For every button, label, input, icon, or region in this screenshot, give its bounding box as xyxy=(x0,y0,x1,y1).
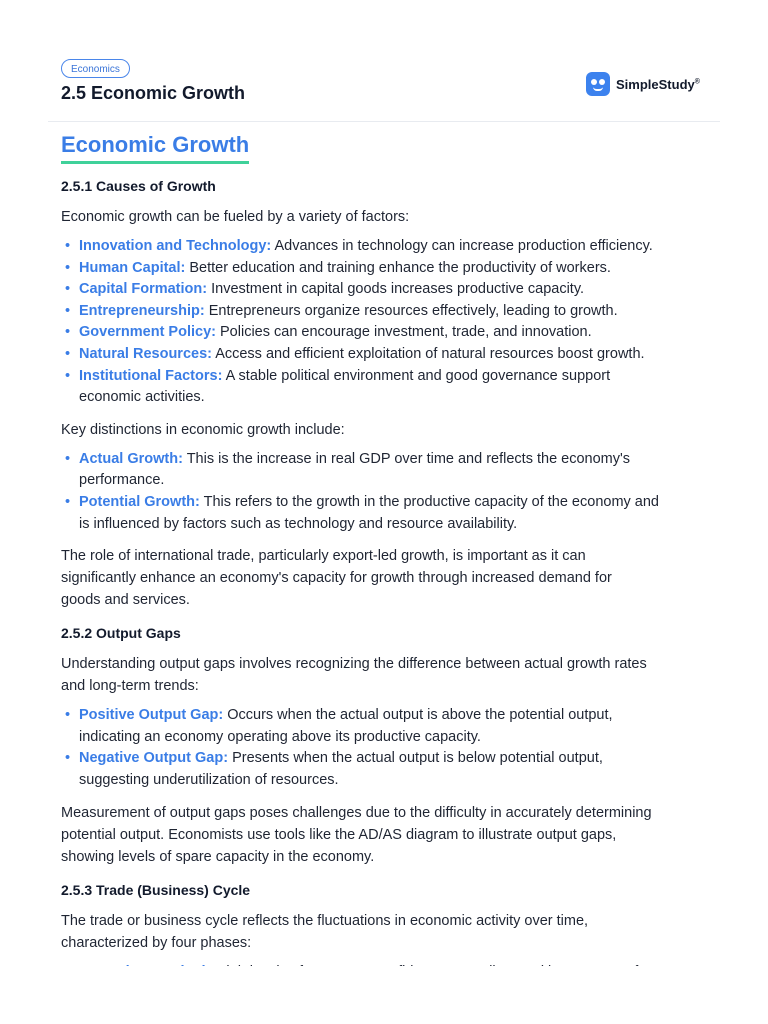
list-item: • Institutional Factors: A stable political environment and good governance support economic activities. xyxy=(61,366,729,409)
page-bottom-mask xyxy=(0,966,768,1024)
list-item: • Entrepreneurship: Entrepreneurs organize resources effectively, leading to growth. xyxy=(61,301,729,323)
distinctions-list xyxy=(61,449,729,535)
section-heading-causes: 2.5.1 Causes of Growth xyxy=(61,178,216,194)
main-heading: Economic Growth xyxy=(61,131,249,164)
subject-tag[interactable]: Economics xyxy=(61,59,130,78)
section-heading-trade-cycle: 2.5.3 Trade (Business) Cycle xyxy=(61,881,251,898)
brand-name: SimpleStudy® xyxy=(616,76,700,92)
paragraph: Key distinctions in economic growth include: xyxy=(61,421,345,438)
list-item: • Capital Formation: Investment in capital goods increases productive capacity. xyxy=(61,279,729,301)
list-item: • Government Policy: Policies can encourage investment, trade, and innovation. xyxy=(61,322,729,344)
header-divider xyxy=(48,121,720,122)
list-item: • Innovation and Technology: Advances in technology can increase production efficiency. xyxy=(61,236,729,258)
document-body xyxy=(61,131,729,983)
paragraph: Economic growth can be fueled by a variety of factors: xyxy=(61,209,410,225)
paragraph: Measurement of output gaps poses challenges due to the difficulty in accurately determining potential output. Economists use tools like the AD/AS diagram to illustrate output gaps, showing levels of spare capacity in the economy. xyxy=(61,804,652,865)
page-title: 2.5 Economic Growth xyxy=(61,83,246,103)
list-item: • Natural Resources: Access and efficient exploitation of natural resources boost growth. xyxy=(61,344,729,366)
list-item: • Negative Output Gap: Presents when the actual output is below potential output, suggesting underutilization of resources. xyxy=(61,748,729,791)
list-item: • Actual Growth: This is the increase in real GDP over time and reflects the economy's performance. xyxy=(61,449,729,492)
causes-list xyxy=(61,236,729,409)
section-heading-output-gaps: 2.5.2 Output Gaps xyxy=(61,625,181,642)
simplestudy-logo-icon xyxy=(586,72,610,96)
brand-logo[interactable] xyxy=(586,72,700,96)
list-item: • Potential Growth: This refers to the growth in the productive capacity of the economy and is influenced by factors such as technology and resource availability. xyxy=(61,492,729,535)
paragraph: The trade or business cycle reflects the fluctuations in economic activity over time, characterized by four phases: xyxy=(61,912,589,951)
list-item: • Positive Output Gap: Occurs when the actual output is above the potential output, indicating an economy operating above its productive capacity. xyxy=(61,705,729,748)
paragraph: Understanding output gaps involves recognizing the difference between actual growth rates and long-term trends: xyxy=(61,656,647,695)
page-header xyxy=(0,0,768,122)
paragraph: The role of international trade, particularly export-led growth, is important as it can significantly enhance an economy's capacity for growth through increased demand for goods and services. xyxy=(61,548,612,609)
list-item: • Human Capital: Better education and training enhance the productivity of workers. xyxy=(61,258,729,280)
output-gaps-list xyxy=(61,705,729,791)
